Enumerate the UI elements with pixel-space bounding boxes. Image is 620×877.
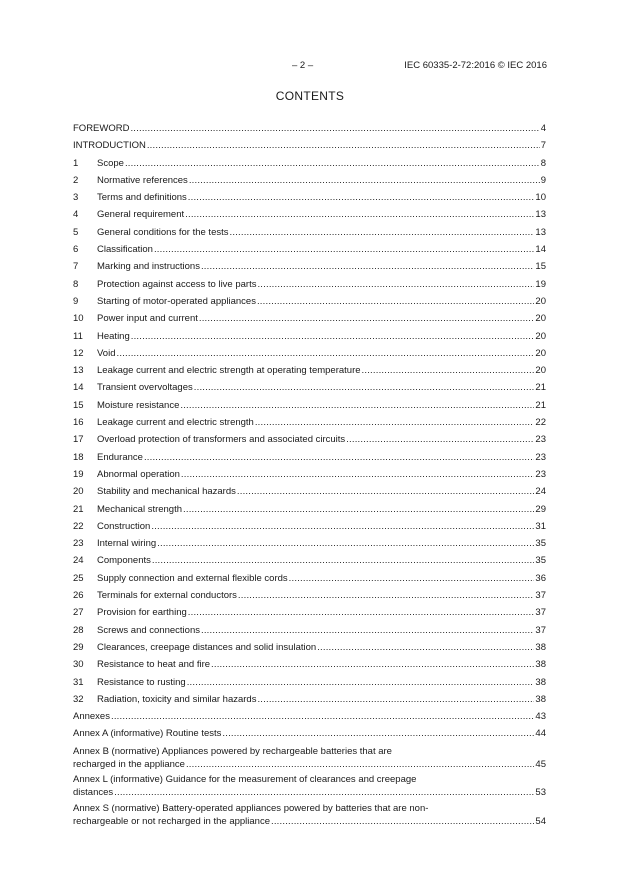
toc-entry-page: 38 xyxy=(535,676,546,688)
toc-entry[interactable] xyxy=(73,278,546,291)
toc-entry-page: 36 xyxy=(535,572,546,584)
toc-entry-number: 6 xyxy=(73,244,79,256)
dot-leader xyxy=(230,226,535,239)
toc-entry-title: INTRODUCTION xyxy=(73,140,146,152)
toc-entry-number: 18 xyxy=(73,451,84,463)
toc-entry[interactable] xyxy=(73,174,546,187)
toc-entry-title: Supply connection and external flexible cords xyxy=(97,572,288,584)
toc-entry[interactable] xyxy=(73,191,546,204)
toc-entry[interactable] xyxy=(73,243,546,256)
dot-leader xyxy=(185,208,534,221)
toc-entry-number: 7 xyxy=(73,261,79,273)
toc-entry-number: 16 xyxy=(73,417,84,429)
toc-entry-title: Scope xyxy=(97,157,124,169)
toc-entry-page: 23 xyxy=(535,434,546,446)
toc-entry-page: 38 xyxy=(535,659,546,671)
dot-leader xyxy=(211,658,534,671)
toc-entry-title: Heating xyxy=(97,330,130,342)
toc-entry-number: 12 xyxy=(73,347,84,359)
toc-entry-page: 24 xyxy=(535,486,546,498)
dot-leader xyxy=(201,624,534,637)
toc-entry[interactable] xyxy=(73,157,546,170)
toc-entry[interactable] xyxy=(73,295,546,308)
dot-leader xyxy=(130,122,539,135)
toc-entry-title: Overload protection of transformers and associated circuits xyxy=(97,434,346,446)
toc-entry[interactable] xyxy=(73,572,546,585)
toc-entry[interactable] xyxy=(73,802,546,828)
dot-leader xyxy=(194,381,535,394)
dot-leader xyxy=(255,416,535,429)
toc-entry-title: Leakage current and electric strength xyxy=(97,417,254,429)
toc-entry-title: Resistance to heat and fire xyxy=(97,659,211,671)
toc-entry-title: Transient overvoltages xyxy=(97,382,193,394)
toc-entry-title: Clearances, creepage distances and solid insulation xyxy=(97,641,317,653)
toc-entry-page: 54 xyxy=(535,815,546,827)
toc-entry-title: Classification xyxy=(97,244,153,256)
toc-entry[interactable] xyxy=(73,606,546,619)
toc-entry-title: FOREWORD xyxy=(73,123,130,134)
dot-leader xyxy=(257,278,534,291)
toc-entry-title: Power input and current xyxy=(97,313,198,325)
toc-entry-page: 20 xyxy=(535,347,546,359)
dot-leader xyxy=(238,589,535,602)
toc-entry[interactable] xyxy=(73,624,546,637)
dot-leader xyxy=(186,758,534,771)
toc-entry[interactable] xyxy=(73,347,546,360)
toc-entry-page: 45 xyxy=(535,758,546,770)
toc-entry[interactable] xyxy=(73,745,546,771)
dot-leader xyxy=(199,312,535,325)
toc-entry-page: 23 xyxy=(535,468,546,480)
toc-entry-title: General conditions for the tests xyxy=(97,226,229,238)
toc-entry[interactable] xyxy=(73,433,546,446)
toc-entry[interactable] xyxy=(73,537,546,550)
toc-entry[interactable] xyxy=(73,330,546,343)
toc-entry-title: Annex A (informative) Routine tests xyxy=(73,728,222,740)
toc-entry-page: 22 xyxy=(535,417,546,429)
toc-entry-number: 25 xyxy=(73,572,84,584)
toc-entry-number: 30 xyxy=(73,659,84,671)
toc-entry-number: 2 xyxy=(73,174,79,186)
document-reference: IEC 60335-2-72:2016 © IEC 2016 xyxy=(404,60,547,71)
toc-entry-number: 11 xyxy=(73,330,83,342)
toc-entry[interactable] xyxy=(73,381,546,394)
toc-entry-title: Annex S (normative) Battery-operated appliances powered by batteries that are non- xyxy=(73,802,429,814)
toc-entry-page: 4 xyxy=(540,123,546,134)
dot-leader xyxy=(362,364,535,377)
toc-entry-page: 21 xyxy=(535,382,546,394)
dot-leader xyxy=(154,243,534,256)
toc-entry-title: Annex B (normative) Appliances powered by rechargeable batteries that are xyxy=(73,745,392,757)
toc-entry[interactable] xyxy=(73,208,546,221)
dot-leader xyxy=(222,727,534,740)
toc-entry-title: Moisture resistance xyxy=(97,399,180,411)
toc-entry-title: Normative references xyxy=(97,174,188,186)
toc-entry-page: 20 xyxy=(535,295,546,307)
toc-entry-title: Terms and definitions xyxy=(97,192,187,204)
toc-entry-page: 14 xyxy=(535,244,546,256)
toc-entry-page: 23 xyxy=(535,451,546,463)
toc-entry[interactable] xyxy=(73,554,546,567)
toc-entry[interactable] xyxy=(73,416,546,429)
toc-entry-title: Terminals for external conductors xyxy=(97,590,237,602)
toc-entry-number: 5 xyxy=(73,226,79,238)
dot-leader xyxy=(114,786,534,799)
toc-entry-number: 17 xyxy=(73,434,84,446)
toc-entry-title: Mechanical strength xyxy=(97,503,183,515)
toc-entry[interactable] xyxy=(73,773,546,799)
toc-entry[interactable] xyxy=(73,641,546,654)
dot-leader xyxy=(111,710,534,723)
toc-entry-title: Leakage current and electric strength at operating temperature xyxy=(97,365,361,377)
dot-leader xyxy=(317,641,534,654)
toc-entry-page: 10 xyxy=(535,192,546,204)
toc-entry[interactable] xyxy=(73,364,546,377)
page-title: CONTENTS xyxy=(275,89,345,103)
toc-entry[interactable] xyxy=(73,139,546,152)
toc-entry-page: 21 xyxy=(535,399,546,411)
toc-entry[interactable] xyxy=(73,503,546,516)
dot-leader xyxy=(181,468,535,481)
toc-entry-title: Marking and instructions xyxy=(97,261,200,273)
dot-leader xyxy=(125,157,540,170)
toc-entry-page: 9 xyxy=(540,174,546,186)
toc-entry[interactable] xyxy=(73,468,546,481)
toc-entry[interactable] xyxy=(73,122,546,135)
toc-entry-title: Abnormal operation xyxy=(97,468,180,480)
toc-entry-page: 53 xyxy=(535,787,546,799)
dot-leader xyxy=(147,139,540,152)
toc-entry-number: 13 xyxy=(73,365,84,377)
toc-entry-page: 43 xyxy=(535,711,546,723)
toc-entry-page: 13 xyxy=(535,226,546,238)
toc-entry-page: 38 xyxy=(535,641,546,653)
toc-entry-page: 20 xyxy=(535,365,546,377)
dot-leader xyxy=(257,295,534,308)
toc-entry-title: General requirement xyxy=(97,209,185,221)
toc-entry-title: Endurance xyxy=(97,451,143,463)
toc-entry-title: Internal wiring xyxy=(97,538,157,550)
toc-entry-page: 19 xyxy=(535,278,546,290)
toc-entry-number: 26 xyxy=(73,590,84,602)
toc-entry-number: 23 xyxy=(73,538,84,550)
toc-entry-title: Stability and mechanical hazards xyxy=(97,486,236,498)
toc-entry-page: 37 xyxy=(535,590,546,602)
toc-entry-title: Starting of motor-operated appliances xyxy=(97,295,256,307)
toc-entry-title: Resistance to rusting xyxy=(97,676,186,688)
toc-entry-number: 19 xyxy=(73,468,84,480)
dot-leader xyxy=(144,451,534,464)
toc-entry[interactable] xyxy=(73,693,546,706)
toc-entry-number: 10 xyxy=(73,313,84,325)
toc-entry-title: Screws and connections xyxy=(97,624,200,636)
dot-leader xyxy=(201,260,534,273)
toc-entry-number: 31 xyxy=(73,676,84,688)
toc-entry-number: 21 xyxy=(73,503,84,515)
toc-entry-page: 13 xyxy=(535,209,546,221)
toc-entry-title: Radiation, toxicity and similar hazards xyxy=(97,693,257,705)
toc-entry-title: Provision for earthing xyxy=(97,607,187,619)
toc-entry[interactable] xyxy=(73,485,546,498)
toc-entry-page: 8 xyxy=(540,157,546,169)
page-number: – 2 – xyxy=(292,60,314,71)
toc-entry-page: 29 xyxy=(535,503,546,515)
dot-leader xyxy=(187,676,535,689)
toc-entry-page: 31 xyxy=(535,520,546,532)
dot-leader xyxy=(157,537,534,550)
toc-entry-title: Annex L (informative) Guidance for the measurement of clearances and creepage xyxy=(73,774,417,786)
dot-leader xyxy=(188,191,535,204)
toc-entry-title: Protection against access to live parts xyxy=(97,278,257,290)
toc-entry-page: 44 xyxy=(535,728,546,740)
toc-entry-title: Components xyxy=(97,555,151,567)
toc-entry-page: 37 xyxy=(535,607,546,619)
dot-leader xyxy=(180,399,534,412)
toc-entry[interactable] xyxy=(73,658,546,671)
toc-entry-title-continued: distances xyxy=(73,787,114,799)
dot-leader xyxy=(152,554,535,567)
dot-leader xyxy=(289,572,535,585)
toc-entry[interactable] xyxy=(73,399,546,412)
toc-entry-page: 35 xyxy=(535,538,546,550)
dot-leader xyxy=(189,174,540,187)
toc-entry-title: Construction xyxy=(97,520,151,532)
toc-entry-number: 24 xyxy=(73,555,84,567)
toc-entry[interactable] xyxy=(73,260,546,273)
toc-entry-number: 15 xyxy=(73,399,84,411)
toc-entry-page: 35 xyxy=(535,555,546,567)
toc-entry-number: 14 xyxy=(73,382,84,394)
toc-entry[interactable] xyxy=(73,451,546,464)
toc-entry-number: 3 xyxy=(73,192,79,204)
toc-entry-number: 1 xyxy=(73,157,79,169)
toc-entry-title-continued: recharged in the appliance xyxy=(73,758,185,770)
toc-entry-number: 8 xyxy=(73,278,79,290)
toc-entry-number: 9 xyxy=(73,295,79,307)
toc-entry[interactable] xyxy=(73,727,546,740)
toc-entry-title: Void xyxy=(97,347,116,359)
toc-entry-page: 37 xyxy=(535,624,546,636)
table-of-contents xyxy=(73,122,546,830)
dot-leader xyxy=(257,693,534,706)
dot-leader xyxy=(237,485,535,498)
toc-entry-number: 20 xyxy=(73,486,84,498)
toc-entry-number: 27 xyxy=(73,607,84,619)
dot-leader xyxy=(346,433,534,446)
toc-entry[interactable] xyxy=(73,312,546,325)
toc-entry-number: 4 xyxy=(73,209,79,221)
toc-entry-title-continued: rechargeable or not recharged in the appliance xyxy=(73,815,270,827)
dot-leader xyxy=(183,503,534,516)
toc-entry-number: 28 xyxy=(73,624,84,636)
toc-entry[interactable] xyxy=(73,589,546,602)
toc-entry[interactable] xyxy=(73,710,546,723)
toc-entry-number: 29 xyxy=(73,641,84,653)
toc-entry-title: Annexes xyxy=(73,711,110,723)
toc-entry-page: 38 xyxy=(535,693,546,705)
toc-entry[interactable] xyxy=(73,226,546,239)
toc-entry[interactable] xyxy=(73,676,546,689)
dot-leader xyxy=(131,330,535,343)
toc-entry-page: 20 xyxy=(535,330,546,342)
toc-entry[interactable] xyxy=(73,520,546,533)
dot-leader xyxy=(117,347,535,360)
toc-entry-number: 32 xyxy=(73,693,84,705)
dot-leader xyxy=(188,606,535,619)
toc-entry-number: 22 xyxy=(73,520,84,532)
toc-entry-page: 15 xyxy=(535,261,546,273)
dot-leader xyxy=(151,520,534,533)
toc-entry-page: 20 xyxy=(535,313,546,325)
toc-entry-page: 7 xyxy=(540,140,546,152)
dot-leader xyxy=(271,815,534,828)
